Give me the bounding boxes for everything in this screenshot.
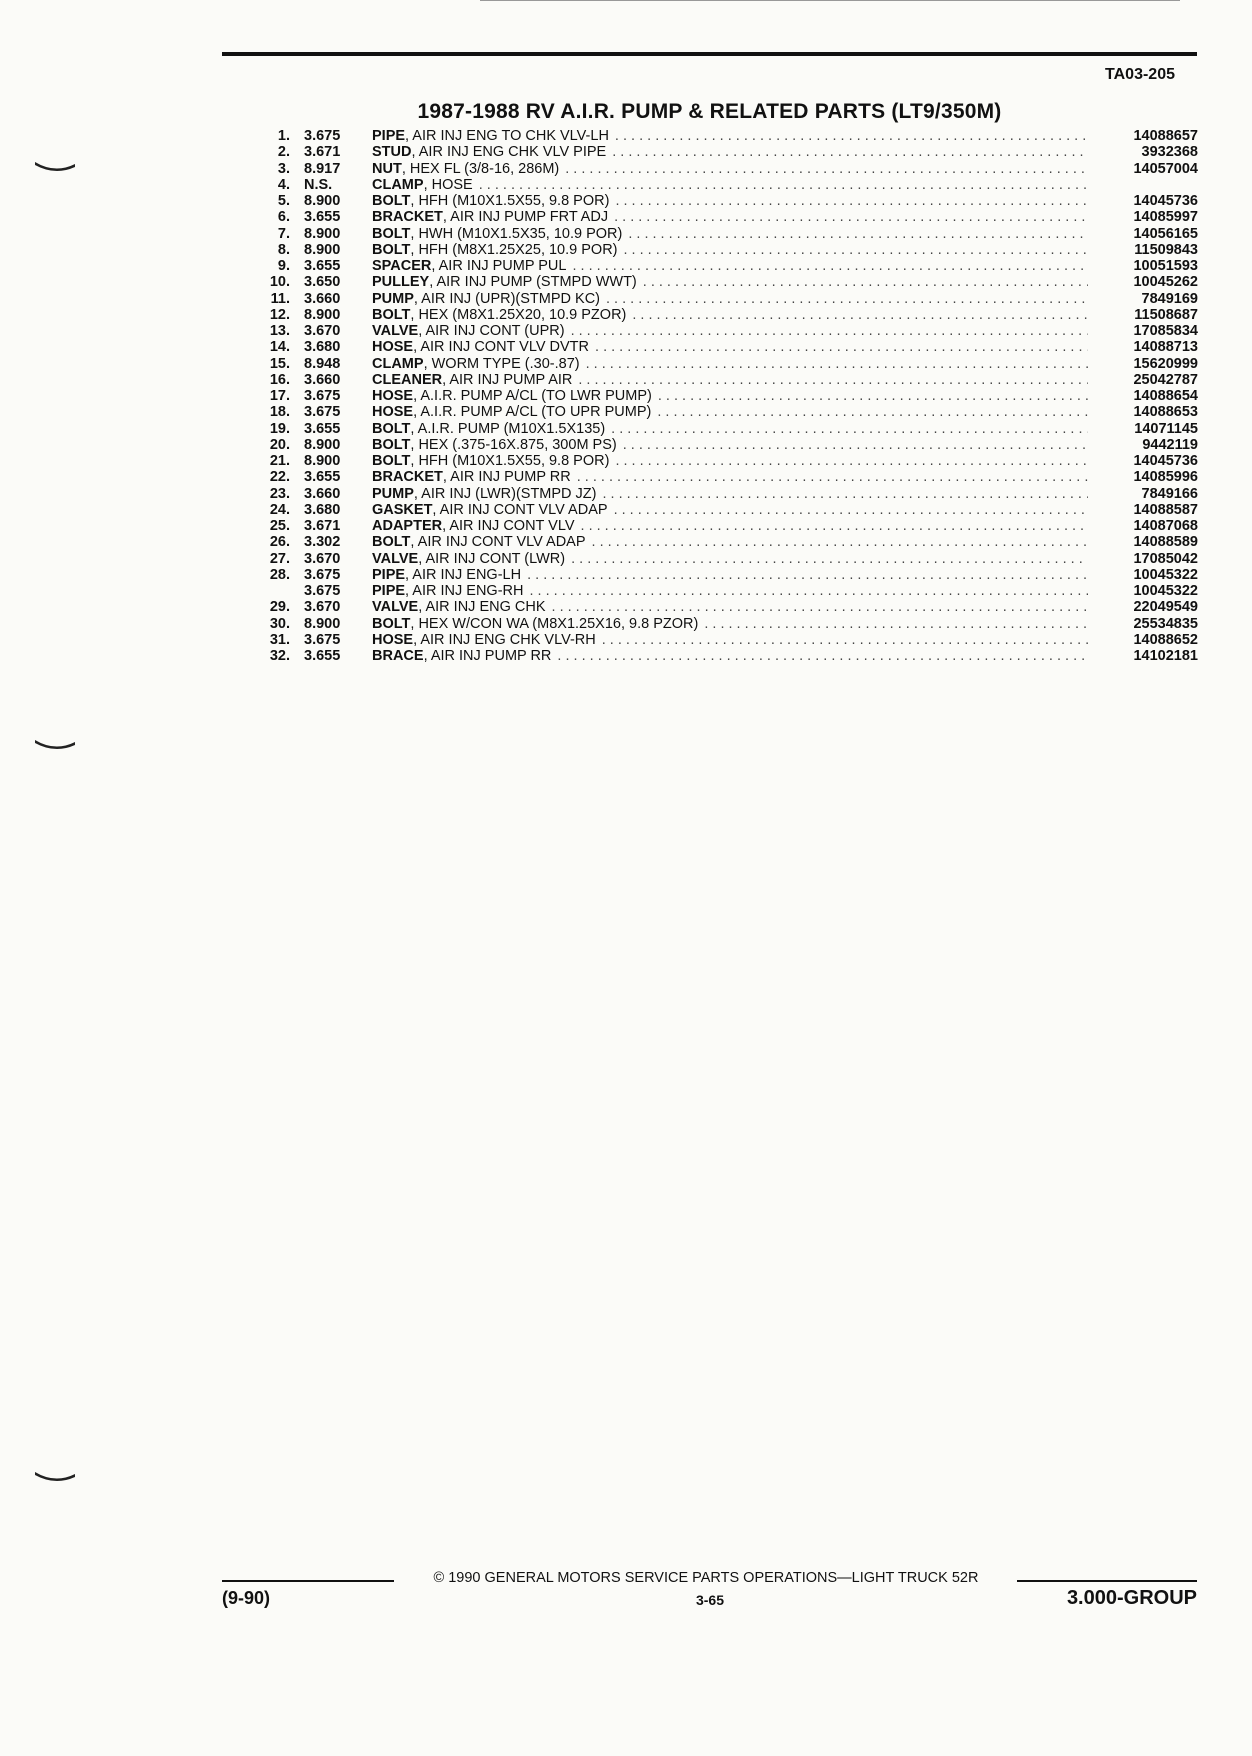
- dot-leader: [704, 616, 1088, 632]
- dot-leader: [572, 258, 1088, 274]
- part-description: [372, 177, 1088, 193]
- item-number: 27.: [269, 550, 290, 567]
- part-row: [230, 437, 1198, 453]
- part-row: [230, 193, 1198, 209]
- part-detail: , HOSE: [423, 176, 473, 193]
- part-number: 11509843: [1134, 241, 1198, 258]
- part-detail: , AIR INJ PUMP FRT ADJ: [442, 209, 609, 226]
- part-number: 25042787: [1133, 371, 1198, 388]
- group-number: N.S.: [304, 176, 333, 193]
- part-name: BOLT: [372, 241, 411, 258]
- part-row: [230, 616, 1198, 632]
- binder-hole-mark: [34, 738, 76, 752]
- part-description: [372, 404, 1088, 420]
- part-description: [372, 242, 1088, 258]
- group-number: 3.655: [304, 209, 341, 226]
- part-name: HOSE: [372, 631, 414, 648]
- dot-leader: [577, 469, 1088, 485]
- part-row: [230, 307, 1198, 323]
- dot-leader: [624, 242, 1089, 258]
- parts-list: [230, 128, 1198, 664]
- dot-leader: [529, 583, 1088, 599]
- dot-leader: [623, 437, 1088, 453]
- part-name: BRACE: [372, 648, 424, 664]
- part-name: PULLEY: [372, 274, 430, 291]
- item-number: 29.: [269, 599, 290, 616]
- part-number: 14088589: [1133, 534, 1198, 551]
- part-row: [230, 372, 1198, 388]
- part-detail: , AIR INJ PUMP (STMPD WWT): [429, 274, 637, 291]
- part-name: BRACKET: [372, 469, 443, 486]
- part-description: [372, 193, 1088, 209]
- part-detail: , AIR INJ PUMP PUL: [431, 258, 567, 274]
- part-name: BOLT: [372, 306, 411, 323]
- part-description: [372, 356, 1088, 372]
- group-number: 8.900: [304, 193, 341, 209]
- group-number: 3.670: [304, 323, 341, 339]
- part-detail: , AIR INJ PUMP RR: [423, 648, 552, 664]
- part-number: 14088654: [1133, 388, 1198, 404]
- part-detail: , AIR INJ ENG CHK VLV PIPE: [411, 144, 607, 161]
- part-description: [372, 323, 1088, 339]
- item-number: 4.: [277, 176, 290, 193]
- item-number: 10.: [269, 274, 290, 291]
- part-number: 10045322: [1133, 583, 1198, 599]
- dot-leader: [615, 128, 1088, 144]
- part-detail: , AIR INJ PUMP RR: [442, 469, 571, 486]
- part-description: [372, 144, 1088, 160]
- part-row: [230, 242, 1198, 258]
- part-detail: , HWH (M10X1.5X35, 10.9 POR): [410, 225, 623, 242]
- item-number: 26.: [269, 534, 290, 551]
- part-number: 10045262: [1133, 274, 1198, 291]
- part-detail: , AIR INJ ENG TO CHK VLV-LH: [405, 128, 609, 144]
- part-detail: , AIR INJ CONT (LWR): [418, 550, 566, 567]
- part-number: 15620999: [1133, 355, 1198, 372]
- copyright-line: © 1990 GENERAL MOTORS SERVICE PARTS OPERATIONS—LIGHT TRUCK 52R: [433, 1570, 979, 1586]
- group-number: 3.675: [304, 583, 341, 599]
- revision-date: (9-90): [222, 1588, 271, 1608]
- part-name: SPACER: [372, 258, 432, 274]
- part-number: 10051593: [1133, 258, 1198, 274]
- dot-leader: [632, 307, 1088, 323]
- dot-leader: [657, 404, 1088, 420]
- dot-leader: [527, 567, 1088, 583]
- part-description: [372, 534, 1088, 550]
- part-detail: , A.I.R. PUMP (M10X1.5X135): [410, 420, 606, 437]
- part-name: HOSE: [372, 388, 414, 404]
- item-number: 20.: [269, 436, 290, 453]
- part-number: 14088657: [1133, 128, 1198, 144]
- part-row: [230, 518, 1198, 534]
- part-detail: , AIR INJ CONT VLV DVTR: [413, 339, 590, 356]
- dot-leader: [578, 372, 1088, 388]
- item-number: 1.: [277, 128, 290, 144]
- part-row: [230, 209, 1198, 225]
- part-number: 14045736: [1133, 453, 1198, 469]
- part-number: 14071145: [1134, 420, 1198, 437]
- part-description: [372, 128, 1088, 144]
- group-number: 3.655: [304, 469, 341, 486]
- part-row: [230, 291, 1198, 307]
- group-number: 3.660: [304, 290, 341, 307]
- part-row: [230, 502, 1198, 518]
- part-name: PUMP: [372, 485, 414, 502]
- group-number: 3.675: [304, 566, 341, 583]
- group-number: 3.680: [304, 501, 341, 518]
- part-name: GASKET: [372, 501, 433, 518]
- item-number: 28.: [269, 566, 290, 583]
- group-number: 8.900: [304, 225, 341, 242]
- part-number: 7849169: [1141, 290, 1198, 307]
- part-name: BOLT: [372, 453, 411, 469]
- group-number: 3.675: [304, 404, 341, 421]
- part-row: [230, 421, 1198, 437]
- part-row: [230, 551, 1198, 567]
- group-number: 3.675: [304, 631, 341, 648]
- part-name: PUMP: [372, 290, 414, 307]
- part-description: [372, 453, 1088, 469]
- part-row: [230, 161, 1198, 177]
- part-row: [230, 453, 1198, 469]
- part-row: [230, 177, 1198, 193]
- group-number: 3.675: [304, 128, 341, 144]
- group-number: 8.900: [304, 615, 341, 632]
- item-number: 32.: [269, 648, 290, 664]
- group-number: 3.670: [304, 550, 341, 567]
- dot-leader: [571, 551, 1088, 567]
- group-number: 3.655: [304, 258, 341, 274]
- group-number: 8.948: [304, 355, 341, 372]
- part-detail: , AIR INJ ENG CHK: [418, 599, 546, 616]
- group-number: 3.660: [304, 485, 341, 502]
- group-number: 3.660: [304, 371, 341, 388]
- part-number: 10045322: [1133, 566, 1198, 583]
- item-number: 23.: [269, 485, 290, 502]
- part-description: [372, 648, 1088, 664]
- group-number: 8.900: [304, 436, 341, 453]
- group-number: 3.670: [304, 599, 341, 616]
- part-description: [372, 388, 1088, 404]
- part-detail: , AIR INJ CONT VLV: [442, 518, 575, 534]
- item-number: 9.: [277, 258, 290, 274]
- part-row: [230, 356, 1198, 372]
- part-row: [230, 567, 1198, 583]
- item-number: 17.: [269, 388, 290, 404]
- dot-leader: [603, 486, 1089, 502]
- part-name: BRACKET: [372, 209, 443, 226]
- part-detail: , AIR INJ ENG-LH: [405, 566, 522, 583]
- item-number: 16.: [269, 371, 290, 388]
- group-number: 3.655: [304, 420, 341, 437]
- part-row: [230, 144, 1198, 160]
- part-description: [372, 583, 1088, 599]
- dot-leader: [658, 388, 1088, 404]
- part-name: PIPE: [372, 128, 406, 144]
- dot-leader: [643, 274, 1088, 290]
- part-name: VALVE: [372, 599, 419, 616]
- group-label: 3.000-GROUP: [1066, 1587, 1197, 1609]
- group-number: 3.302: [304, 534, 341, 551]
- dot-leader: [565, 161, 1088, 177]
- part-number: 17085042: [1133, 550, 1198, 567]
- dot-leader: [615, 453, 1088, 469]
- item-number: 24.: [269, 501, 290, 518]
- part-description: [372, 209, 1088, 225]
- part-detail: , AIR INJ CONT VLV ADAP: [410, 534, 586, 551]
- part-name: BOLT: [372, 420, 411, 437]
- dot-leader: [557, 648, 1088, 664]
- part-row: [230, 339, 1198, 355]
- part-name: CLEANER: [372, 371, 443, 388]
- item-number: 30.: [269, 615, 290, 632]
- group-number: 3.671: [304, 144, 341, 161]
- item-number: 11.: [270, 290, 290, 307]
- part-number: 14085996: [1133, 469, 1198, 486]
- binder-hole-mark: [34, 160, 76, 174]
- part-description: [372, 567, 1088, 583]
- part-number: 14088653: [1133, 404, 1198, 421]
- part-detail: , A.I.R. PUMP A/CL (TO LWR PUMP): [413, 388, 652, 404]
- part-number: 25534835: [1133, 615, 1198, 632]
- part-detail: , AIR INJ (UPR)(STMPD KC): [413, 290, 600, 307]
- group-number: 8.900: [304, 453, 341, 469]
- dot-leader: [592, 534, 1088, 550]
- part-detail: , WORM TYPE (.30-.87): [423, 355, 580, 372]
- part-row: [230, 404, 1198, 420]
- group-number: 3.655: [304, 648, 341, 664]
- dot-leader: [614, 502, 1088, 518]
- part-number: 14088587: [1133, 501, 1198, 518]
- dot-leader: [628, 226, 1088, 242]
- dot-leader: [586, 356, 1088, 372]
- dot-leader: [606, 291, 1088, 307]
- part-number: 14045736: [1133, 193, 1198, 209]
- part-description: [372, 307, 1088, 323]
- dot-leader: [614, 209, 1088, 225]
- part-description: [372, 421, 1088, 437]
- part-detail: , HFH (M8X1.25X25, 10.9 POR): [410, 241, 618, 258]
- part-number: 14087068: [1133, 518, 1198, 534]
- part-row: [230, 486, 1198, 502]
- item-number: 3.: [277, 160, 290, 177]
- part-name: BOLT: [372, 193, 411, 209]
- part-description: [372, 502, 1088, 518]
- part-number: 14088713: [1133, 339, 1198, 356]
- part-detail: , AIR INJ ENG-RH: [405, 583, 524, 599]
- item-number: 12.: [269, 306, 290, 323]
- dot-leader: [479, 177, 1088, 193]
- part-name: BOLT: [372, 615, 411, 632]
- part-name: HOSE: [372, 339, 414, 356]
- part-description: [372, 518, 1088, 534]
- part-name: CLAMP: [372, 355, 424, 372]
- part-number: 7849166: [1141, 485, 1198, 502]
- item-number: 21.: [269, 453, 290, 469]
- part-name: CLAMP: [372, 176, 424, 193]
- part-description: [372, 161, 1088, 177]
- part-name: STUD: [372, 144, 412, 161]
- part-number: 3932368: [1141, 144, 1198, 161]
- part-description: [372, 551, 1088, 567]
- item-number: 31.: [269, 631, 290, 648]
- part-name: NUT: [372, 160, 402, 177]
- item-number: 6.: [277, 209, 290, 226]
- dot-leader: [595, 339, 1088, 355]
- part-detail: , HEX (.375-16X.875, 300M PS): [410, 436, 617, 453]
- dot-leader: [581, 518, 1088, 534]
- part-row: [230, 128, 1198, 144]
- group-number: 3.675: [304, 388, 341, 404]
- part-name: VALVE: [372, 323, 419, 339]
- part-row: [230, 534, 1198, 550]
- part-description: [372, 632, 1088, 648]
- part-detail: , A.I.R. PUMP A/CL (TO UPR PUMP): [413, 404, 652, 421]
- part-row: [230, 226, 1198, 242]
- group-number: 3.650: [304, 274, 341, 291]
- part-detail: , AIR INJ PUMP AIR: [442, 371, 573, 388]
- page-title: 1987-1988 RV A.I.R. PUMP & RELATED PARTS (LT9/350M): [417, 100, 1002, 123]
- part-description: [372, 291, 1088, 307]
- item-number: 18.: [269, 404, 290, 421]
- part-name: BOLT: [372, 534, 411, 551]
- part-description: [372, 437, 1088, 453]
- part-row: [230, 599, 1198, 615]
- part-number: 14102181: [1133, 648, 1198, 664]
- part-row: [230, 648, 1198, 664]
- group-number: 8.900: [304, 241, 341, 258]
- part-description: [372, 599, 1088, 615]
- item-number: 19.: [269, 420, 290, 437]
- part-row: [230, 469, 1198, 485]
- item-number: 8.: [277, 241, 290, 258]
- header-rule: [222, 52, 1197, 56]
- part-detail: , AIR INJ CONT VLV ADAP: [432, 501, 608, 518]
- part-number: 14057004: [1133, 160, 1198, 177]
- item-number: 2.: [277, 144, 290, 161]
- part-description: [372, 258, 1088, 274]
- part-number: 14088652: [1133, 631, 1198, 648]
- part-name: PIPE: [372, 583, 406, 599]
- item-number: 15.: [269, 355, 290, 372]
- part-row: [230, 258, 1198, 274]
- page-number: 3-65: [695, 1592, 725, 1608]
- part-row: [230, 583, 1198, 599]
- part-description: [372, 274, 1088, 290]
- part-row: [230, 323, 1198, 339]
- part-detail: , AIR INJ (LWR)(STMPD JZ): [413, 485, 597, 502]
- part-description: [372, 486, 1088, 502]
- item-number: 14.: [269, 339, 290, 356]
- part-number: 14085997: [1133, 209, 1198, 226]
- part-number: 11508687: [1134, 306, 1198, 323]
- dot-leader: [612, 144, 1088, 160]
- part-detail: , AIR INJ ENG CHK VLV-RH: [413, 631, 596, 648]
- part-name: ADAPTER: [372, 518, 443, 534]
- part-number: 14056165: [1133, 225, 1198, 242]
- footer-rule-left: [222, 1580, 394, 1582]
- footer-rule-right: [1017, 1580, 1197, 1582]
- part-row: [230, 632, 1198, 648]
- part-description: [372, 372, 1088, 388]
- item-number: 7.: [277, 225, 290, 242]
- part-description: [372, 469, 1088, 485]
- dot-leader: [611, 421, 1088, 437]
- part-description: [372, 226, 1088, 242]
- part-detail: , HFH (M10X1.5X55, 9.8 POR): [410, 453, 610, 469]
- part-detail: , HFH (M10X1.5X55, 9.8 POR): [410, 193, 610, 209]
- part-number: 9442119: [1142, 436, 1198, 453]
- part-detail: , HEX (M8X1.25X20, 10.9 PZOR): [410, 306, 627, 323]
- part-description: [372, 616, 1088, 632]
- part-detail: , HEX W/CON WA (M8X1.25X16, 9.8 PZOR): [410, 615, 699, 632]
- part-row: [230, 388, 1198, 404]
- group-number: 3.680: [304, 339, 341, 356]
- dot-leader: [571, 323, 1088, 339]
- part-number: 22049549: [1133, 599, 1198, 616]
- item-number: 22.: [269, 469, 290, 486]
- part-name: PIPE: [372, 566, 406, 583]
- part-name: BOLT: [372, 225, 411, 242]
- dot-leader: [602, 632, 1088, 648]
- item-number: 13.: [269, 323, 290, 339]
- part-name: VALVE: [372, 550, 419, 567]
- part-detail: , HEX FL (3/8-16, 286M): [401, 160, 560, 177]
- item-number: 25.: [269, 518, 290, 534]
- dot-leader: [552, 599, 1088, 615]
- group-number: 8.917: [304, 160, 341, 177]
- part-description: [372, 339, 1088, 355]
- part-name: HOSE: [372, 404, 414, 421]
- group-number: 3.671: [304, 518, 341, 534]
- part-row: [230, 274, 1198, 290]
- item-number: 5.: [277, 193, 290, 209]
- dot-leader: [615, 193, 1088, 209]
- part-name: BOLT: [372, 436, 411, 453]
- document-code: TA03-205: [1105, 66, 1175, 83]
- part-number: 17085834: [1133, 323, 1198, 339]
- group-number: 8.900: [304, 306, 341, 323]
- scan-edge-line: [480, 0, 1180, 1]
- binder-hole-mark: [34, 1470, 76, 1484]
- part-detail: , AIR INJ CONT (UPR): [418, 323, 565, 339]
